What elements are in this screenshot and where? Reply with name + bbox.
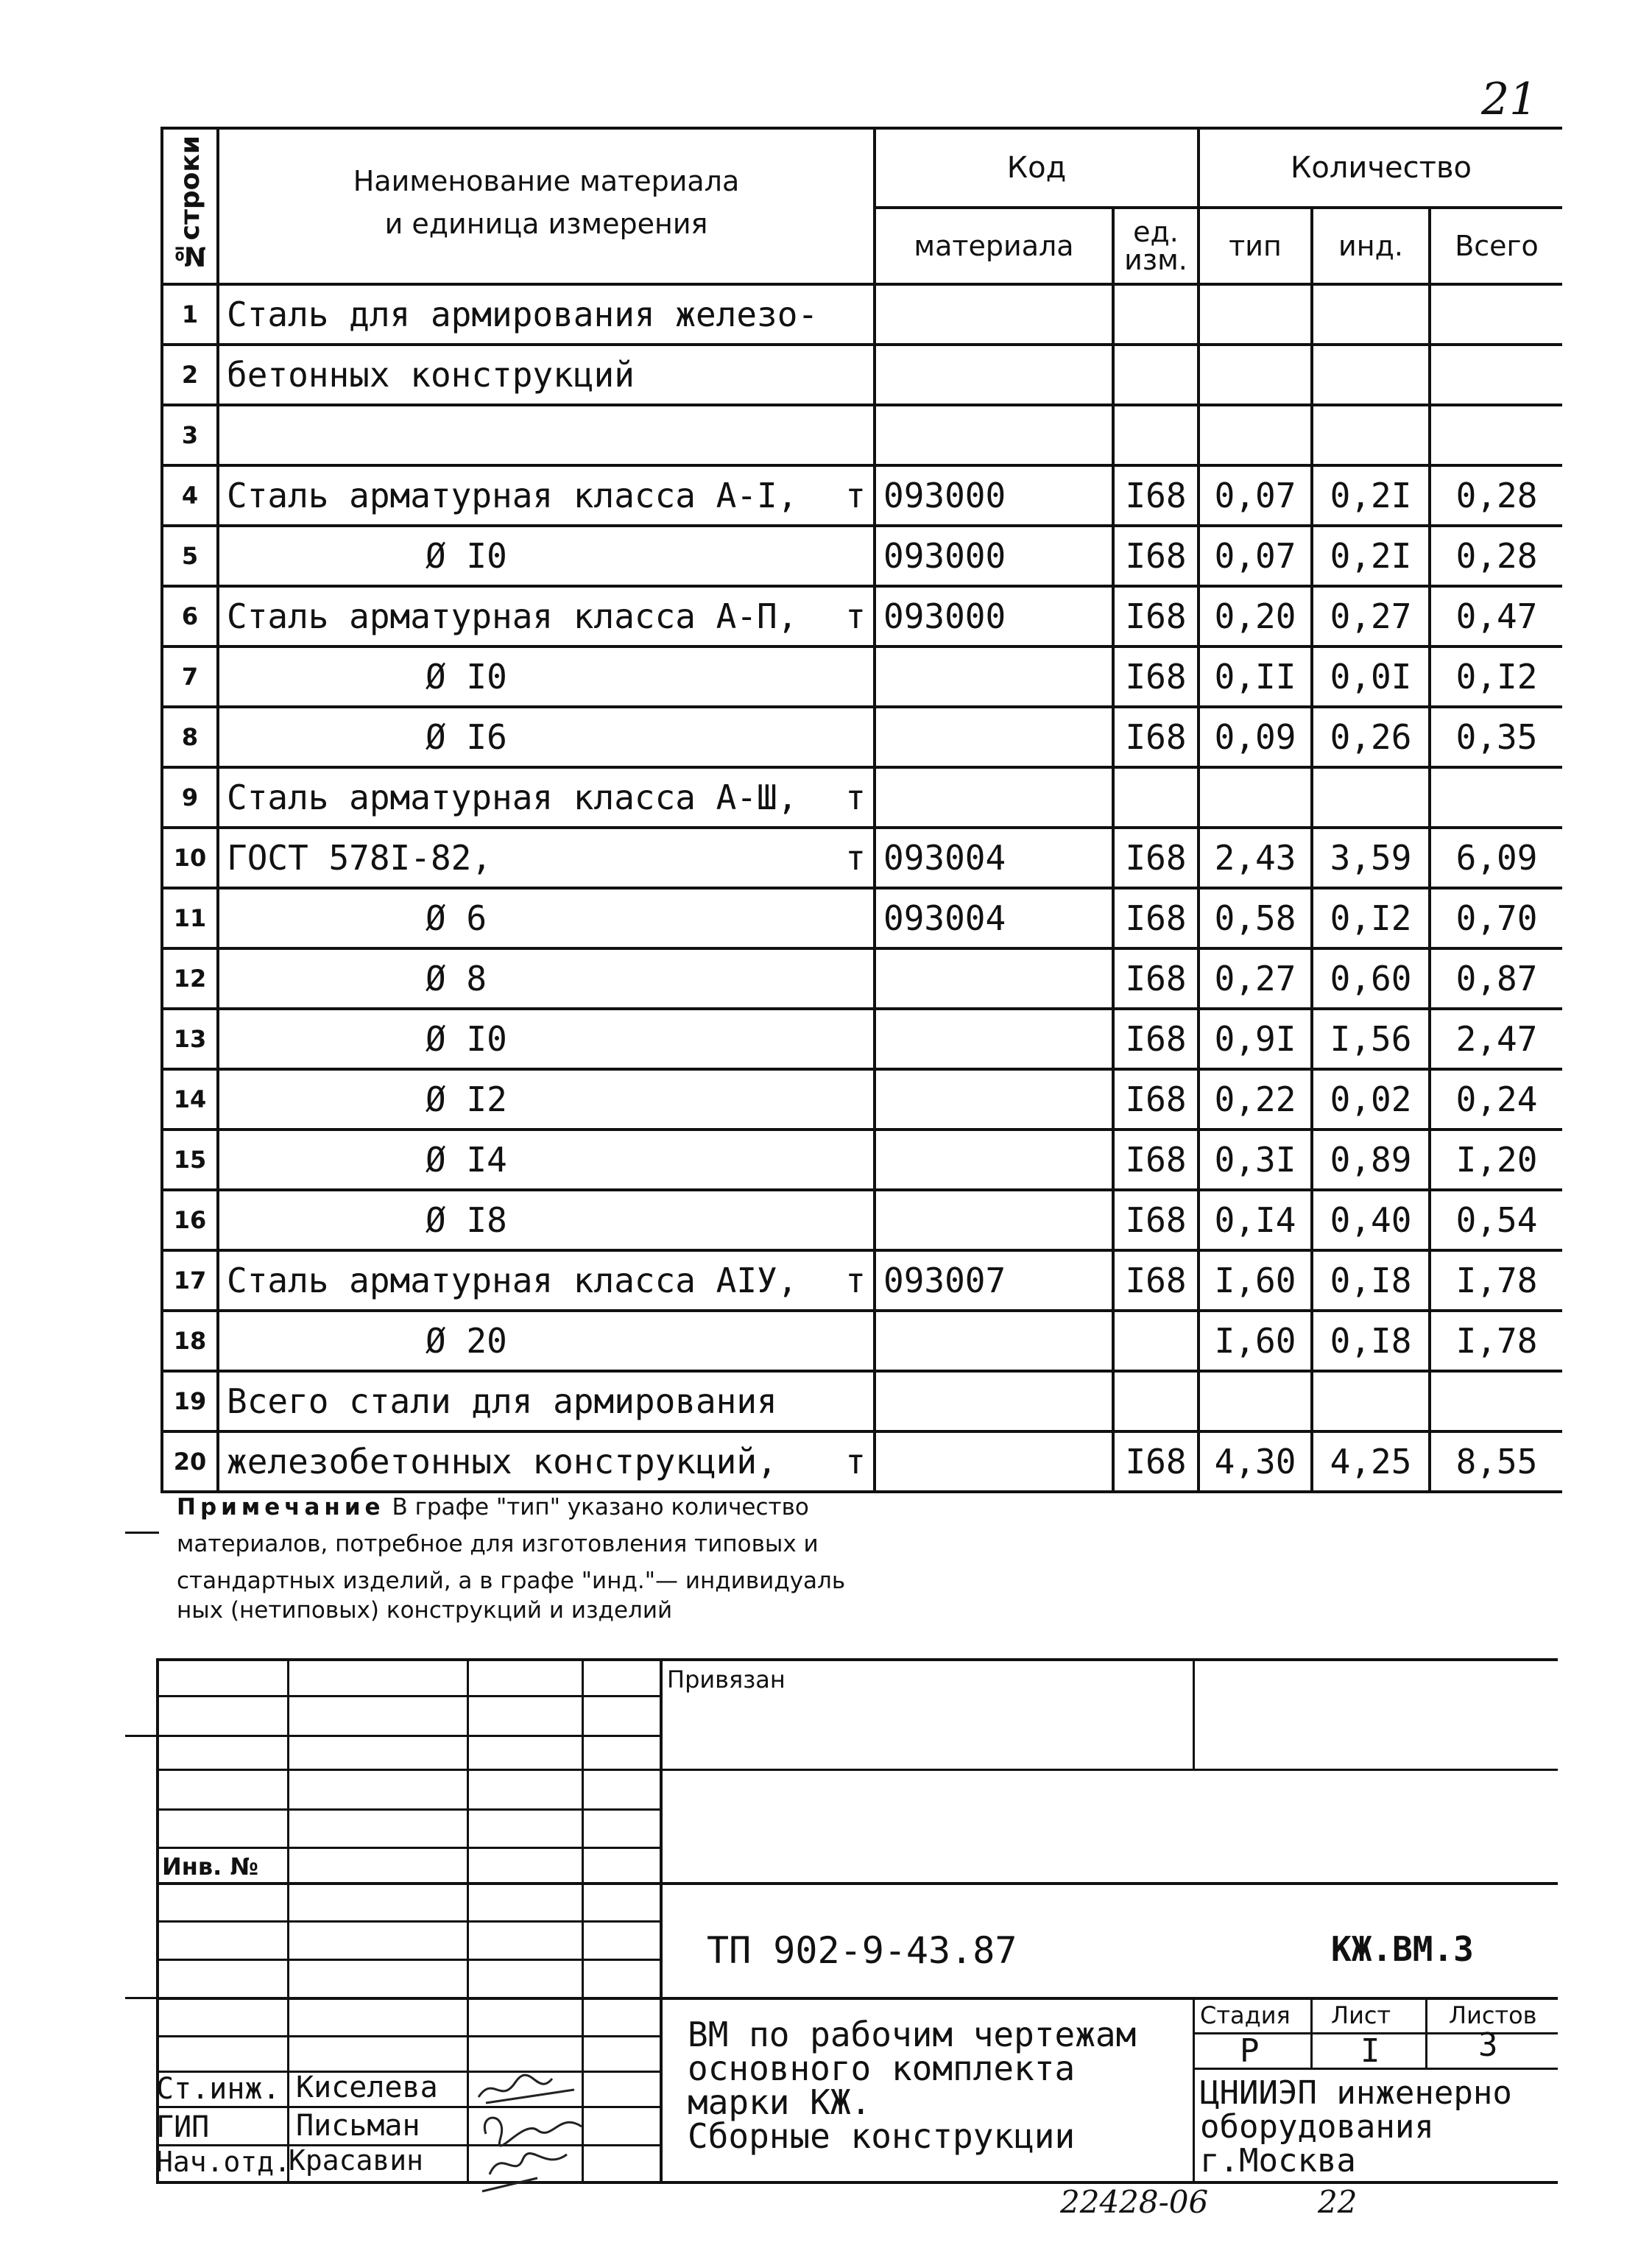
material-code [875, 707, 1113, 767]
unit-code [1113, 1311, 1199, 1371]
qty-ind: 0,0I [1312, 646, 1430, 707]
material-code [875, 1371, 1113, 1431]
row-number: 3 [162, 405, 218, 465]
header-qty-total: Всего [1430, 208, 1562, 284]
page-number: 21 [1481, 74, 1538, 125]
material-code: 093004 [875, 888, 1113, 948]
material-unit: т [845, 838, 866, 878]
stage-label: Стадия [1200, 2001, 1291, 2029]
header-name: Наименование материала и единица измерения [218, 128, 875, 284]
material-name-text: Ø 8 [426, 959, 487, 998]
note-line-4: ных (нетиповых) конструкций и изделий [177, 1597, 673, 1624]
qty-ind: 0,I2 [1312, 888, 1430, 948]
material-code [875, 646, 1113, 707]
qty-total: 2,47 [1430, 1009, 1562, 1069]
role-3: Нач.отд. [156, 2146, 292, 2178]
note-line-2: материалов, потребное для изготовления типовых и [177, 1531, 819, 1557]
qty-ind [1312, 767, 1430, 828]
row-number: 17 [162, 1250, 218, 1311]
material-code: 093007 [875, 1250, 1113, 1311]
material-name-text: Ø I8 [426, 1200, 507, 1240]
qty-typ: I,60 [1199, 1311, 1312, 1371]
material-name-text: Ø I2 [426, 1079, 507, 1119]
qty-typ: 0,20 [1199, 586, 1312, 646]
table-row [162, 646, 1562, 707]
material-name [218, 948, 875, 1009]
table-row [162, 405, 1562, 465]
header-qty-typ: тип [1199, 208, 1312, 284]
material-unit: т [845, 1261, 866, 1300]
material-name [218, 888, 875, 948]
qty-ind: 0,I8 [1312, 1311, 1430, 1371]
row-number: 5 [162, 526, 218, 586]
material-unit: т [845, 476, 866, 515]
note-line-1: В графе "тип" указано количество [392, 1494, 809, 1521]
qty-total [1430, 405, 1562, 465]
material-name [218, 646, 875, 707]
qty-typ: 0,I4 [1199, 1190, 1312, 1250]
header-qty-ind: инд. [1312, 208, 1430, 284]
qty-total: 0,87 [1430, 948, 1562, 1009]
material-name-text: Всего стали для армирования [227, 1381, 777, 1421]
unit-code [1113, 1371, 1199, 1431]
material-code [875, 1190, 1113, 1250]
table-row [162, 1190, 1562, 1250]
row-number: 7 [162, 646, 218, 707]
qty-typ [1199, 405, 1312, 465]
signature-1 [479, 2075, 574, 2103]
material-name-text: Ø 20 [426, 1321, 507, 1361]
qty-typ: 0,22 [1199, 1069, 1312, 1130]
row-number: 20 [162, 1431, 218, 1492]
inv-number-label: Инв. № [162, 1853, 258, 1881]
qty-total [1430, 1371, 1562, 1431]
table-row [162, 707, 1562, 767]
stage-value: Р [1240, 2032, 1260, 2070]
material-name-text: Сталь для армирования железо- [227, 295, 819, 334]
row-number: 19 [162, 1371, 218, 1431]
qty-typ: 0,07 [1199, 526, 1312, 586]
material-name [218, 707, 875, 767]
material-name-text: Ø I4 [426, 1140, 507, 1180]
qty-total: 0,54 [1430, 1190, 1562, 1250]
qty-total [1430, 284, 1562, 345]
unit-code: I68 [1113, 707, 1199, 767]
material-name [218, 1431, 875, 1492]
row-number: 6 [162, 586, 218, 646]
material-unit: т [845, 596, 866, 636]
material-name-text: Сталь арматурная класса АIУ, [227, 1261, 798, 1300]
qty-typ [1199, 767, 1312, 828]
qty-total: 0,I2 [1430, 646, 1562, 707]
organization: ЦНИИЭП инженерно оборудования г.Москва [1200, 2074, 1512, 2180]
table-row [162, 1009, 1562, 1069]
material-name-text: Ø I6 [426, 717, 507, 757]
unit-code [1113, 767, 1199, 828]
material-code: 093000 [875, 465, 1113, 526]
row-number: 16 [162, 1190, 218, 1250]
sheet-value: I [1360, 2032, 1380, 2070]
unit-code [1113, 405, 1199, 465]
signature-3 [482, 2153, 567, 2191]
material-code [875, 345, 1113, 405]
qty-ind: 0,I8 [1312, 1250, 1430, 1311]
qty-typ: 2,43 [1199, 828, 1312, 888]
unit-code [1113, 284, 1199, 345]
sheet-code: КЖ.ВМ.3 [1331, 1929, 1474, 1969]
material-code: 093004 [875, 828, 1113, 888]
qty-typ: 0,27 [1199, 948, 1312, 1009]
table-row [162, 1069, 1562, 1130]
material-code: 093000 [875, 586, 1113, 646]
material-name-text: Сталь арматурная класса А-П, [227, 596, 798, 636]
material-name [218, 1371, 875, 1431]
person-3: Красавин [289, 2144, 424, 2177]
archive-page: 22 [1318, 2184, 1358, 2220]
person-2: Письман [296, 2109, 420, 2143]
person-1: Киселева [296, 2071, 438, 2104]
signatures [471, 2068, 589, 2193]
document-title: ВМ по рабочим чертежам основного комплекта марки КЖ. Сборные конструкции [688, 2015, 1137, 2156]
material-code [875, 1431, 1113, 1492]
unit-code: I68 [1113, 526, 1199, 586]
row-number: 18 [162, 1311, 218, 1371]
material-code [875, 1130, 1113, 1190]
qty-ind: 0,89 [1312, 1130, 1430, 1190]
material-name [218, 1069, 875, 1130]
qty-typ: 4,30 [1199, 1431, 1312, 1492]
material-code [875, 1009, 1113, 1069]
material-name-text: железобетонных конструкций, [227, 1442, 777, 1481]
qty-ind: I,56 [1312, 1009, 1430, 1069]
qty-total: 0,24 [1430, 1069, 1562, 1130]
material-code [875, 284, 1113, 345]
material-code [875, 948, 1113, 1009]
material-unit: т [845, 778, 866, 817]
material-name-text: Ø I0 [426, 536, 507, 576]
header-quantity: Количество [1199, 128, 1562, 208]
note [177, 1489, 986, 1624]
material-name-text: Сталь арматурная класса А-Ш, [227, 778, 798, 817]
row-number: 12 [162, 948, 218, 1009]
table-row [162, 284, 1562, 345]
unit-code: I68 [1113, 1069, 1199, 1130]
row-number: 9 [162, 767, 218, 828]
table-row [162, 1371, 1562, 1431]
material-code: 093000 [875, 526, 1113, 586]
qty-ind: 0,02 [1312, 1069, 1430, 1130]
qty-ind [1312, 1371, 1430, 1431]
qty-total: 0,28 [1430, 526, 1562, 586]
qty-ind [1312, 284, 1430, 345]
table-row [162, 1130, 1562, 1190]
qty-typ: 0,07 [1199, 465, 1312, 526]
signature-2 [484, 2118, 582, 2146]
unit-code: I68 [1113, 1190, 1199, 1250]
material-name [218, 1250, 875, 1311]
row-number: 2 [162, 345, 218, 405]
row-number: 13 [162, 1009, 218, 1069]
qty-typ: I,60 [1199, 1250, 1312, 1311]
material-name-text: ГОСТ 578I-82, [227, 838, 493, 878]
table-row [162, 948, 1562, 1009]
linked-label: Привязан [667, 1666, 786, 1694]
qty-ind: 0,40 [1312, 1190, 1430, 1250]
table-row [162, 1250, 1562, 1311]
material-name [218, 1130, 875, 1190]
unit-code: I68 [1113, 1250, 1199, 1311]
archive-number: 22428-06 [1060, 2184, 1209, 2220]
qty-ind [1312, 345, 1430, 405]
qty-total: 0,70 [1430, 888, 1562, 948]
material-code [875, 1311, 1113, 1371]
material-name [218, 1009, 875, 1069]
material-name-text: Сталь арматурная класса А-I, [227, 476, 798, 515]
row-number: 4 [162, 465, 218, 526]
unit-code: I68 [1113, 1130, 1199, 1190]
table-row [162, 1311, 1562, 1371]
note-line-3: стандартных изделий, а в графе "инд."— индивидуаль [177, 1568, 846, 1594]
project-number: ТП 902-9-43.87 [707, 1929, 1017, 1972]
qty-typ [1199, 345, 1312, 405]
unit-code: I68 [1113, 646, 1199, 707]
qty-typ: 0,9I [1199, 1009, 1312, 1069]
materials-table [160, 127, 1562, 1493]
qty-typ [1199, 284, 1312, 345]
header-row-no: №строки [162, 128, 218, 284]
table-row [162, 526, 1562, 586]
qty-ind: 3,59 [1312, 828, 1430, 888]
unit-code: I68 [1113, 828, 1199, 888]
material-code [875, 405, 1113, 465]
sheets-label: Листов [1449, 2001, 1537, 2029]
row-number: 14 [162, 1069, 218, 1130]
material-name [218, 284, 875, 345]
unit-code [1113, 345, 1199, 405]
qty-typ: 0,09 [1199, 707, 1312, 767]
material-name [218, 586, 875, 646]
role-1: Ст.инж. [156, 2072, 280, 2106]
qty-typ [1199, 1371, 1312, 1431]
material-name-text: Ø I0 [426, 1019, 507, 1059]
qty-total: 0,47 [1430, 586, 1562, 646]
qty-ind [1312, 405, 1430, 465]
table-row [162, 345, 1562, 405]
table-row [162, 465, 1562, 526]
qty-total: I,78 [1430, 1311, 1562, 1371]
qty-ind: 0,2I [1312, 526, 1430, 586]
material-name [218, 828, 875, 888]
header-code: Код [875, 128, 1199, 208]
qty-total [1430, 345, 1562, 405]
header-code-unit: ед. изм. [1113, 208, 1199, 284]
table-row [162, 1431, 1562, 1492]
row-number: 15 [162, 1130, 218, 1190]
qty-ind: 0,27 [1312, 586, 1430, 646]
sheet-label: Лист [1331, 2001, 1391, 2029]
unit-code: I68 [1113, 888, 1199, 948]
material-code [875, 1069, 1113, 1130]
material-code [875, 767, 1113, 828]
unit-code: I68 [1113, 586, 1199, 646]
material-name-text: Ø 6 [426, 898, 487, 938]
qty-ind: 0,26 [1312, 707, 1430, 767]
header-code-material: материала [875, 208, 1113, 284]
note-title: Примечание [177, 1494, 385, 1521]
row-number: 11 [162, 888, 218, 948]
qty-typ: 0,3I [1199, 1130, 1312, 1190]
table-row [162, 828, 1562, 888]
qty-ind: 0,60 [1312, 948, 1430, 1009]
material-name-text: бетонных конструкций [227, 355, 635, 395]
qty-total [1430, 767, 1562, 828]
material-name [218, 1311, 875, 1371]
qty-ind: 4,25 [1312, 1431, 1430, 1492]
sheets-value: 3 [1478, 2026, 1498, 2064]
material-name [218, 465, 875, 526]
qty-typ: 0,II [1199, 646, 1312, 707]
qty-total: I,20 [1430, 1130, 1562, 1190]
unit-code: I68 [1113, 948, 1199, 1009]
qty-typ: 0,58 [1199, 888, 1312, 948]
qty-total: 8,55 [1430, 1431, 1562, 1492]
table-row [162, 767, 1562, 828]
material-name [218, 767, 875, 828]
material-name [218, 405, 875, 465]
unit-code: I68 [1113, 1009, 1199, 1069]
row-number: 10 [162, 828, 218, 888]
qty-total: I,78 [1430, 1250, 1562, 1311]
material-name [218, 1190, 875, 1250]
material-name-text: Ø I0 [426, 657, 507, 697]
qty-total: 0,28 [1430, 465, 1562, 526]
qty-ind: 0,2I [1312, 465, 1430, 526]
unit-code: I68 [1113, 465, 1199, 526]
row-number: 1 [162, 284, 218, 345]
qty-total: 6,09 [1430, 828, 1562, 888]
unit-code: I68 [1113, 1431, 1199, 1492]
table-row [162, 888, 1562, 948]
table-row [162, 586, 1562, 646]
material-name [218, 345, 875, 405]
material-unit: т [845, 1442, 866, 1481]
row-number: 8 [162, 707, 218, 767]
role-2: ГИП [156, 2110, 210, 2144]
material-name [218, 526, 875, 586]
qty-total: 0,35 [1430, 707, 1562, 767]
